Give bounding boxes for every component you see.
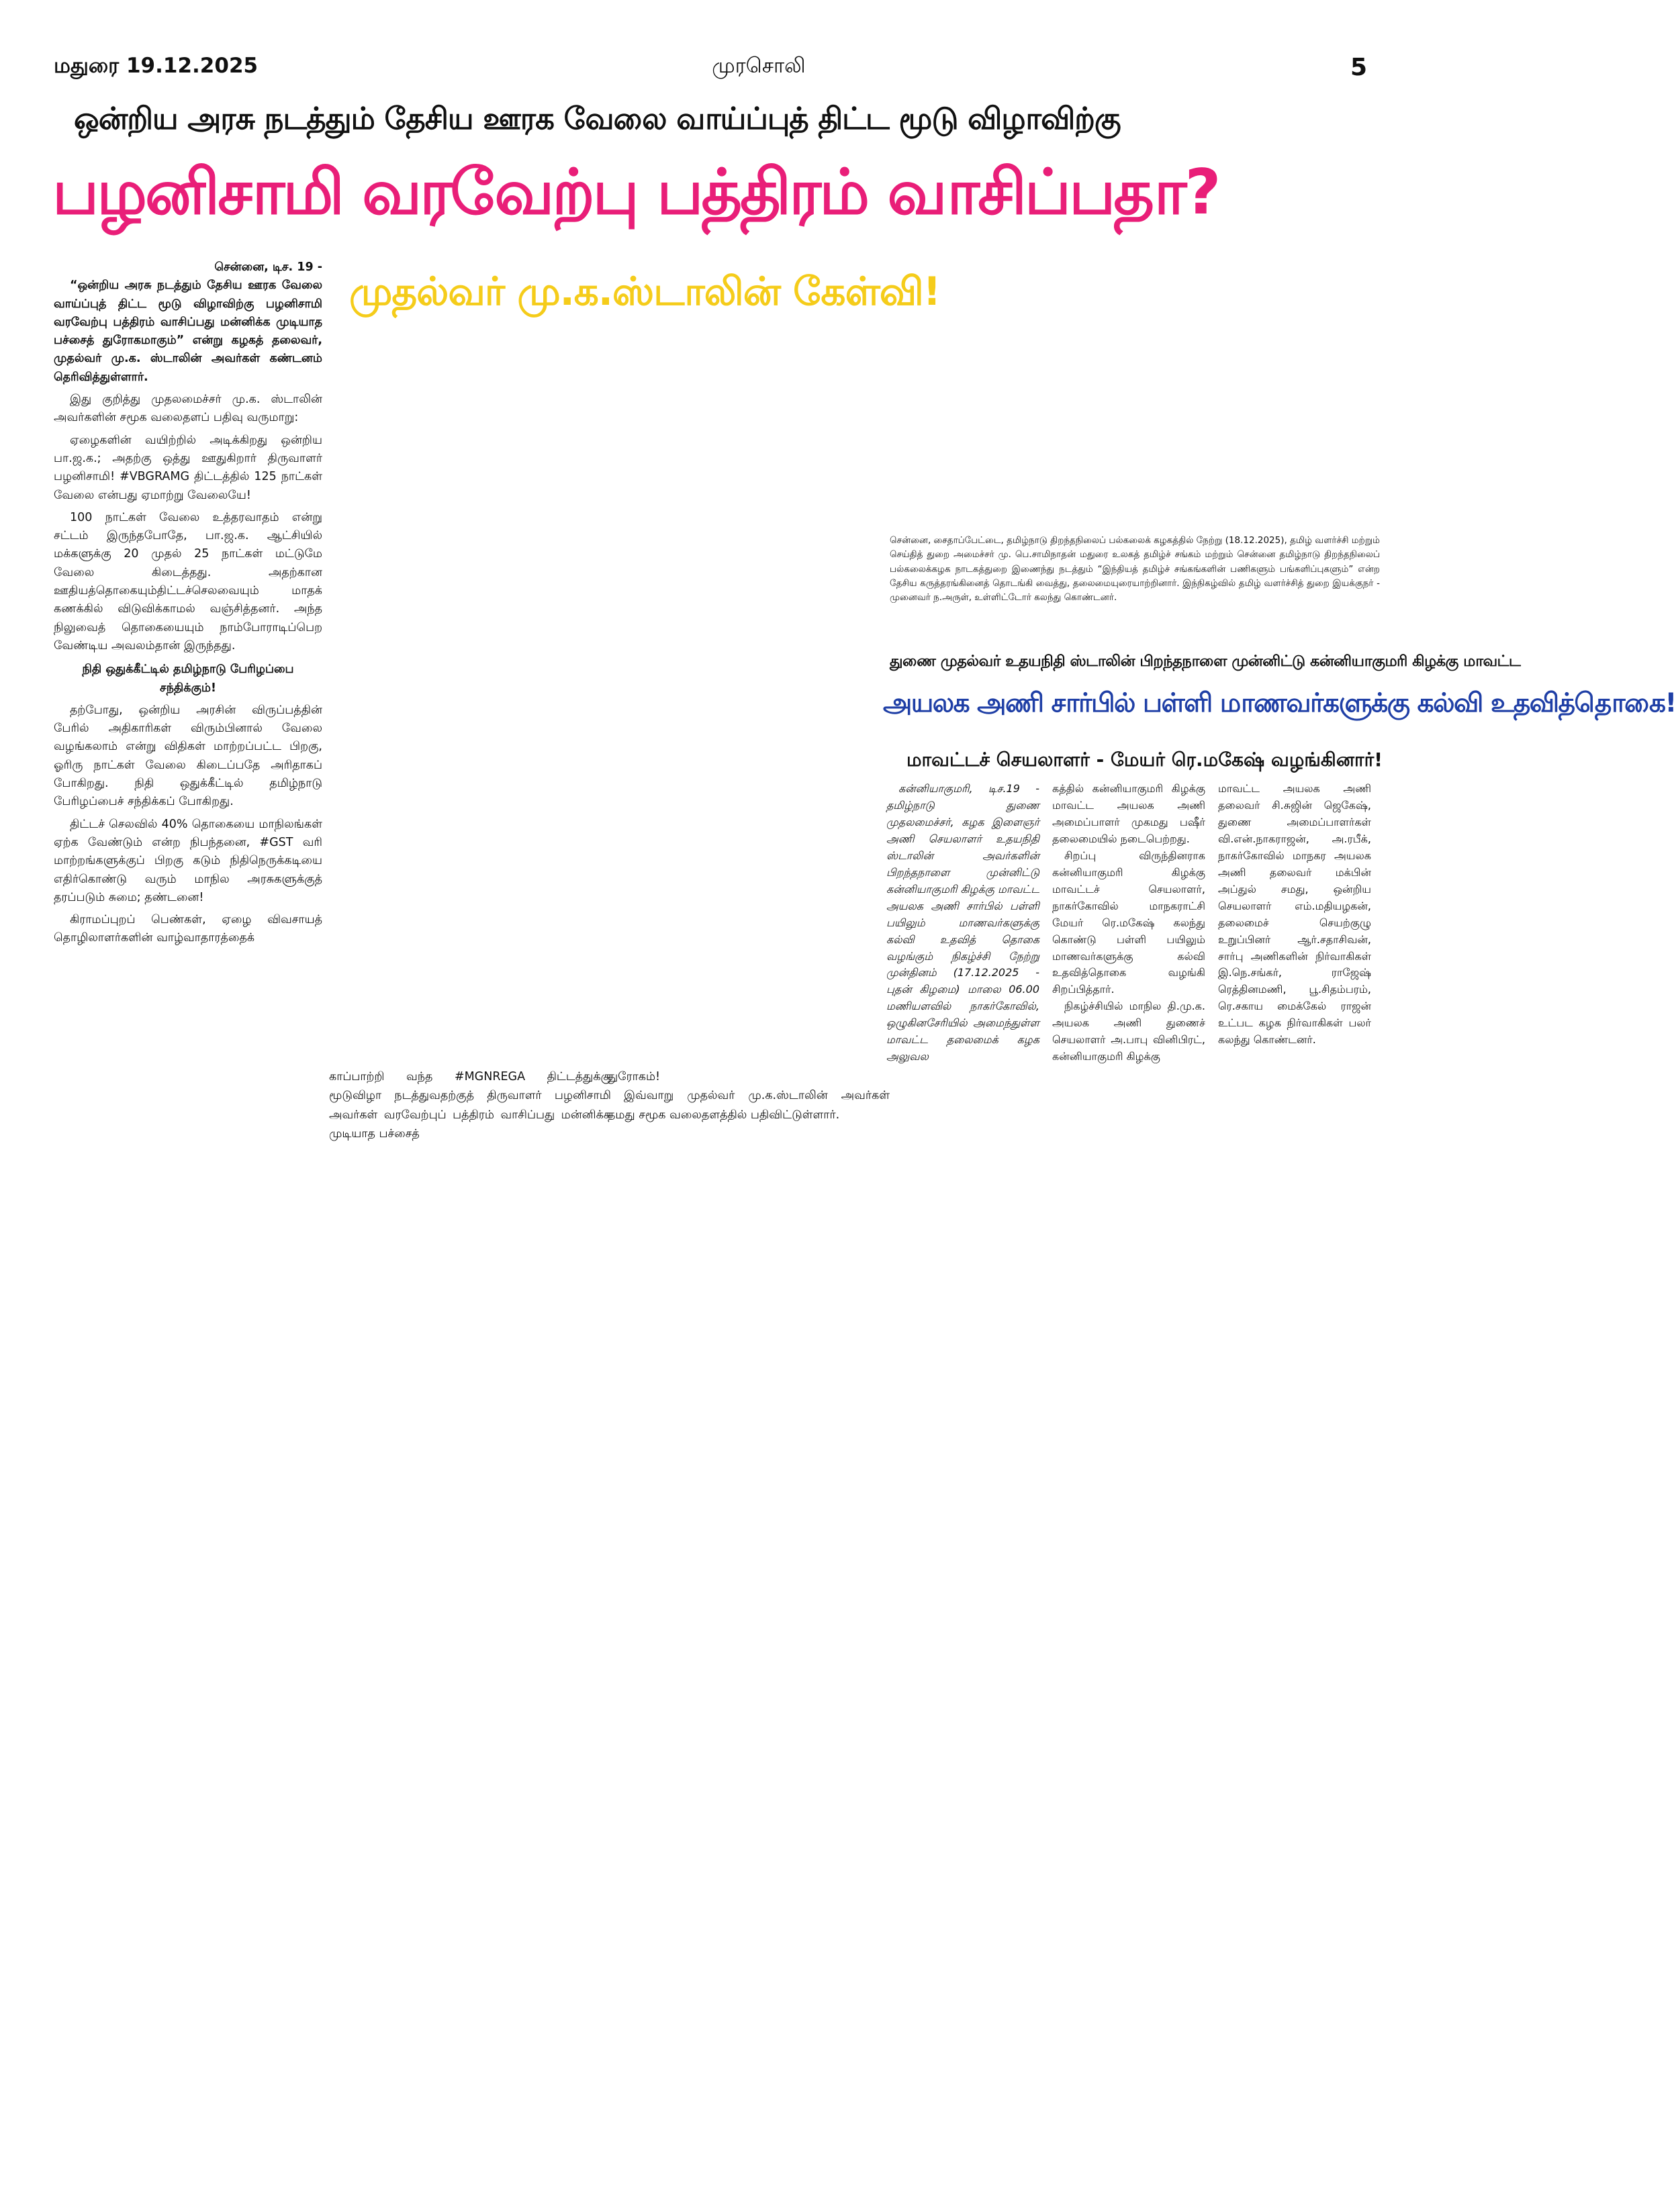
main-subheadline: முதல்வர் மு.க.ஸ்டாலின் கேள்வி! xyxy=(349,269,941,314)
paragraph: மாவட்ட அயலக அணி தலைவர் சி.சுஜின் ஜெகேஷ், துணை அமைப்பாளர்கள் வி.என்.நாகராஜன், அ.ரபீக், நாகர்கோவில் மாநகர அயலக அணி தலைவர் மக்பின் அப்துல் சமது, ஒன்றிய செயலாளர் எம்.மதியழகன், தலைமைச் செயற்குழு உறுப்பினர் ஆர்.சதாசிவன், சார்பு அணிகளின் நிர்வாகிகள் இ.நெ.சங்கர், ராஜேஷ் ரெத்தினமணி, பூ.சிதம்பரம், ரெ.சகாய மைக்கேல் ராஜன் உட்பட கழக நிர்வாகிகள் பலர் கலந்து கொண்டனர். xyxy=(1218,782,1371,1047)
main-article-column-1 xyxy=(54,258,322,952)
side-article-column-1 xyxy=(886,781,1039,1065)
paragraph: காப்பாற்றி வந்த #MGNREGA திட்டத்துக்கு மூடுவிழா நடத்துவதற்குத் திருவாளர் பழனிசாமி அவர்கள் வரவேற்புப் பத்திரம் வாசிப்பது மன்னிக்க முடியாத பச்சைத் xyxy=(329,1070,611,1141)
main-article-column-3 xyxy=(608,1067,890,1124)
paragraph: இது குறித்து முதலமைச்சர் மு.க. ஸ்டாலின் அவர்களின் சமூக வலைதளப் பதிவு வருமாறு: xyxy=(54,393,322,425)
edition-date: மதுரை 19.12.2025 xyxy=(54,54,259,78)
page-number: 5 xyxy=(1350,54,1367,81)
dateline: சென்னை, டிச. 19 - xyxy=(214,260,322,274)
main-kicker: ஒன்றிய அரசு நடத்தும் தேசிய ஊரக வேலை வாய்ப்புத் திட்ட மூடு விழாவிற்கு xyxy=(74,101,1121,136)
main-article-column-2 xyxy=(329,1067,611,1143)
main-headline: பழனிசாமி வரவேற்பு பத்திரம் வாசிப்பதா? xyxy=(52,156,1219,228)
side-article-column-3 xyxy=(1218,781,1371,1049)
section-subhead: நிதி ஒதுக்கீட்டில் தமிழ்நாடு பேரிழப்பை சந்திக்கும்! xyxy=(82,663,294,695)
newspaper-name: முரசொலி xyxy=(712,54,806,78)
paragraph: 100 நாட்கள் வேலை உத்தரவாதம் என்று சட்டம் இருந்தபோதே, பா.ஜ.க. ஆட்சியில் மக்களுக்கு 20 முதல் 25 நாட்கள் மட்டுமே வேலை கிடைத்தது. அதற்கான ஊதியத்தொகையும்திட்டச்செலவையும் மாதக் கணக்கில் விடுவிக்காமல் வஞ்சித்தனர். அந்த நிலுவைத் தொகையையும் நாம்போராடிப்பெற வேண்டிய அவலம்தான் இருந்தது. xyxy=(54,510,322,653)
paragraph: ஏழைகளின் வயிற்றில் அடிக்கிறது ஒன்றிய பா.ஜ.க.; அதற்கு ஒத்து ஊதுகிறார் திருவாளர் பழனிசாமி! #VBGRAMG திட்டத்தில் 125 நாட்கள் வேலை என்பது ஏமாற்று வேலையே! xyxy=(54,433,322,502)
lead-paragraph: “ஒன்றிய அரசு நடத்தும் தேசிய ஊரக வேலை வாய்ப்புத் திட்ட மூடு விழாவிற்கு பழனிசாமி வரவேற்பு பத்திரம் வாசிப்பது மன்னிக்க முடியாத பச்சைத் துரோகமாகும்” என்று கழகத் தலைவர், முதல்வர் மு.க. ஸ்டாலின் அவர்கள் கண்டனம் தெரிவித்துள்ளார். xyxy=(54,279,322,384)
paragraph: தற்போது, ஒன்றிய அரசின் விருப்பத்தின் பேரில் அதிகாரிகள் விரும்பினால் வேலை வழங்கலாம் என்று விதிகள் மாற்றப்பட்ட பிறகு, ஓரிரு நாட்கள் வேலை கிடைப்பதே அரிதாகப் போகிறது. நிதி ஒதுக்கீட்டில் தமிழ்நாடு பேரிழப்பைச் சந்திக்கப் போகிறது. xyxy=(54,703,322,809)
paragraph: கன்னியாகுமரி, டிச.19 - தமிழ்நாடு துணை முதலமைச்சர், கழக இளைஞர் அணி செயலாளர் உதயநிதி ஸ்டாலின் அவர்களின் பிறந்தநாளை முன்னிட்டு கன்னியாகுமரி கிழக்கு மாவட்ட அயலக அணி சார்பில் பள்ளி பயிலும் மாணவர்களுக்கு கல்வி உதவித் தொகை வழங்கும் நிகழ்ச்சி நேற்று முன்தினம் (17.12.2025 - புதன் கிழமை) மாலை 06.00 மணியளவில் நாகர்கோவில், ஒழுகினசேரியில் அமைந்துள்ள மாவட்ட தலைமைக் கழக அலுவல xyxy=(886,782,1040,1063)
paragraph: துரோகம்! xyxy=(608,1070,661,1084)
photo-caption: சென்னை, சைதாப்பேட்டை, தமிழ்நாடு திறந்தநிலைப் பல்கலைக் கழகத்தில் நேற்று (18.12.2025), தமிழ் வளர்ச்சி மற்றும் செய்தித் துறை அமைச்சர் மு. பெ.சாமிநாதன் மதுரை உலகத் தமிழ்ச் சங்கம் மற்றும் சென்னை தமிழ்நாடு திறந்தநிலைப் பல்கலைக்கழக நாடகத்துறை இணைந்து நடத்தும் “இந்தியத் தமிழ்ச் சங்கங்களின் பணிகளும் பங்களிப்புகளும்” என்ற தேசிய கருத்தரங்கினைத் தொடங்கி வைத்து, தலைமையுரையாற்றினார். இந்நிகழ்வில் தமிழ் வளர்ச்சித் துறை இயக்குநர் - முனைவர் ந.அருள், உள்ளிட்டோர் கலந்து கொண்டனர். xyxy=(890,535,1380,604)
side-subheadline: மாவட்டச் செயலாளர் - மேயர் ரெ.மகேஷ் வழங்கினார்! xyxy=(906,749,1383,771)
paragraph: திட்டச் செலவில் 40% தொகையை மாநிலங்கள் ஏற்க வேண்டும் என்ற நிபந்தனை, #GST வரி மாற்றங்களுக்குப் பிறகு கடும் நிதிநெருக்கடியை எதிர்கொண்டு வரும் மாநில அரசுகளுக்குத் தரப்படும் சுமை; தண்டனை! xyxy=(54,817,322,904)
side-headline: அயலக அணி சார்பில் பள்ளி மாணவர்களுக்கு கல்வி உதவித்தொகை! xyxy=(883,688,1676,718)
side-article-column-2 xyxy=(1052,781,1205,1065)
paragraph: இவ்வாறு முதல்வர் மு.க.ஸ்டாலின் அவர்கள் தமது சமூக வலைதளத்தில் பதிவிட்டுள்ளார். xyxy=(608,1089,890,1122)
side-kicker: துணை முதல்வர் உதயநிதி ஸ்டாலின் பிறந்தநாளை முன்னிட்டு கன்னியாகுமரி கிழக்கு மாவட்ட xyxy=(890,653,1521,670)
paragraph: கத்தில் கன்னியாகுமரி கிழக்கு மாவட்ட அயலக அணி அமைப்பாளர் முகமது பஷீர் தலைமையில் நடைபெற்றது. xyxy=(1052,782,1205,845)
paragraph: நிகழ்ச்சியில் மாநில தி.மு.க. அயலக அணி துணைச் செயலாளர் அ.பாபு வினிபிரட், கன்னியாகுமரி கிழக்கு xyxy=(1052,1000,1205,1063)
paragraph: கிராமப்புறப் பெண்கள், ஏழை விவசாயத் தொழிலாளர்களின் வாழ்வாதாரத்தைக் xyxy=(54,913,322,945)
paragraph: சிறப்பு விருந்தினராக கன்னியாகுமரி கிழக்கு மாவட்டச் செயலாளர், நாகர்கோவில் மாநகராட்சி மேயர் ரெ.மகேஷ் கலந்து கொண்டு பள்ளி பயிலும் மாணவர்களுக்கு கல்வி உதவித்தொகை வழங்கி சிறப்பித்தார். xyxy=(1052,849,1205,996)
